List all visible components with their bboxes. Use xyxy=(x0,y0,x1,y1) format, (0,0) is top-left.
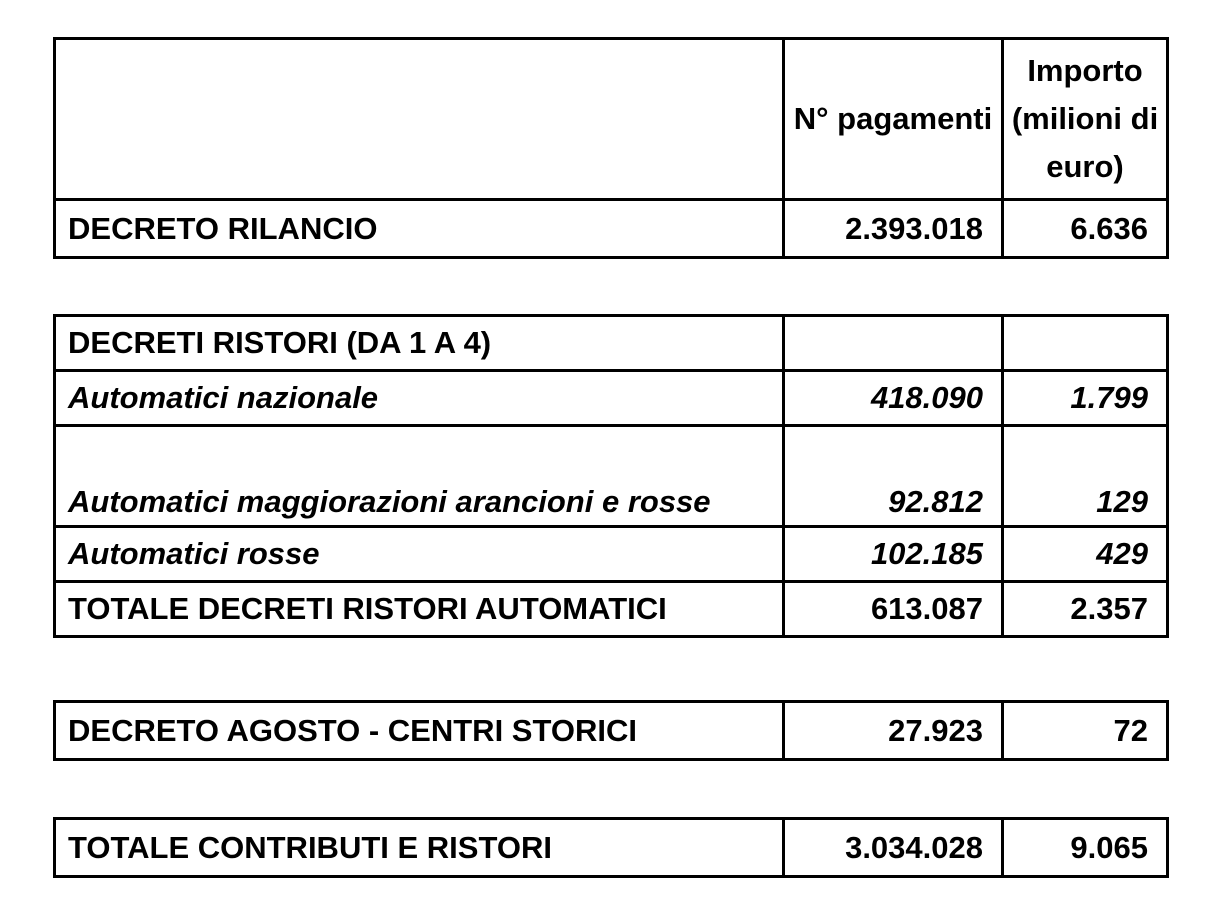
table-row xyxy=(55,426,1168,527)
ristori-section-row xyxy=(55,316,1168,371)
row-payments: 102.185 xyxy=(784,527,1003,582)
table-row xyxy=(55,200,1168,258)
ristori-total-row xyxy=(55,582,1168,637)
ristori-table xyxy=(53,314,1169,638)
header-label-cell xyxy=(55,39,784,200)
grand-total-label: TOTALE CONTRIBUTI E RISTORI xyxy=(55,819,784,877)
ristori-section-label: DECRETI RISTORI (DA 1 A 4) xyxy=(55,316,784,371)
row-payments: 418.090 xyxy=(784,371,1003,426)
ristori-total-amount: 2.357 xyxy=(1003,582,1168,637)
row-label: Automatici maggiorazioni arancioni e rosse xyxy=(55,426,784,527)
row-payments: 92.812 xyxy=(784,426,1003,527)
header-payments-cell: N° pagamenti xyxy=(784,39,1003,200)
empty-cell xyxy=(1003,316,1168,371)
grand-total-amount: 9.065 xyxy=(1003,819,1168,877)
rilancio-amount: 6.636 xyxy=(1003,200,1168,258)
grand-total-table xyxy=(53,817,1169,878)
agosto-amount: 72 xyxy=(1003,702,1168,760)
table-row xyxy=(55,371,1168,426)
row-label: Automatici rosse xyxy=(55,527,784,582)
agosto-label: DECRETO AGOSTO - CENTRI STORICI xyxy=(55,702,784,760)
ristori-total-payments: 613.087 xyxy=(784,582,1003,637)
rilancio-payments: 2.393.018 xyxy=(784,200,1003,258)
header-row xyxy=(55,39,1168,200)
ristori-total-label: TOTALE DECRETI RISTORI AUTOMATICI xyxy=(55,582,784,637)
row-amount: 1.799 xyxy=(1003,371,1168,426)
grand-total-payments: 3.034.028 xyxy=(784,819,1003,877)
table-row xyxy=(55,702,1168,760)
empty-cell xyxy=(784,316,1003,371)
rilancio-table xyxy=(53,37,1169,259)
table-row xyxy=(55,527,1168,582)
rilancio-label: DECRETO RILANCIO xyxy=(55,200,784,258)
agosto-table xyxy=(53,700,1169,761)
agosto-payments: 27.923 xyxy=(784,702,1003,760)
header-amount-cell: Importo (milioni di euro) xyxy=(1003,39,1168,200)
row-amount: 129 xyxy=(1003,426,1168,527)
row-label: Automatici nazionale xyxy=(55,371,784,426)
grand-total-row xyxy=(55,819,1168,877)
row-amount: 429 xyxy=(1003,527,1168,582)
